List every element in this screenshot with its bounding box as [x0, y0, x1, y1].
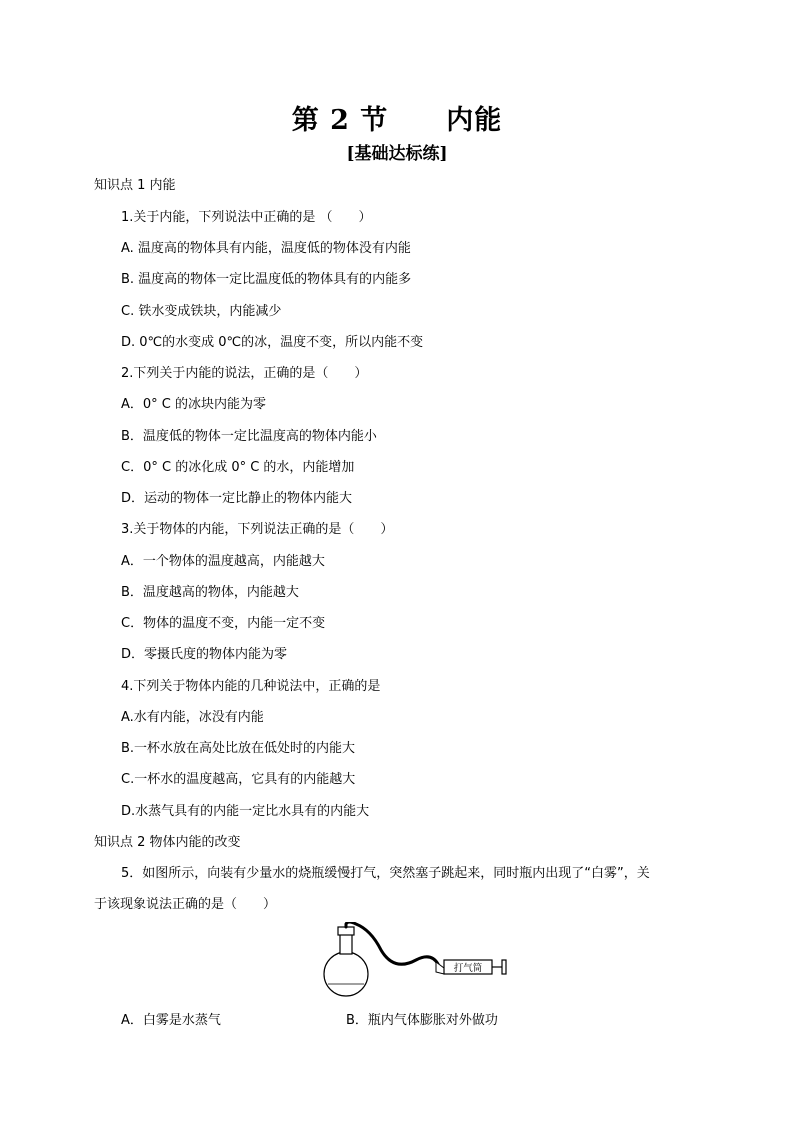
question-3-option-c: C．物体的温度不变，内能一定不变: [121, 616, 326, 631]
knowledge-point-1-heading: 知识点 1 内能: [94, 178, 176, 193]
question-3-stem: 3.关于物体的内能，下列说法正确的是（ ）: [121, 522, 394, 537]
question-2-option-c: C．0° C 的冰化成 0° C 的水，内能增加: [121, 460, 355, 475]
question-3-option-d: D．零摄氏度的物体内能为零: [121, 647, 288, 662]
question-2-stem: 2.下列关于内能的说法，正确的是（ ）: [121, 366, 368, 381]
flask-pump-figure: [316, 922, 516, 1002]
title-topic: 内能: [446, 105, 503, 136]
pump-handle: [502, 960, 506, 974]
question-1-stem: 1.关于内能，下列说法中正确的是 （ ）: [121, 210, 372, 225]
question-4-option-b: B.一杯水放在高处比放在低处时的内能大: [121, 741, 356, 756]
question-5-option-a: A．白雾是水蒸气: [121, 1013, 221, 1028]
question-3-option-a: A．一个物体的温度越高，内能越大: [121, 554, 325, 569]
page-title: [0, 98, 794, 137]
question-4-stem: 4.下列关于物体内能的几种说法中，正确的是: [121, 679, 381, 694]
question-4-option-a: A.水有内能，冰没有内能: [121, 710, 264, 725]
question-4-option-c: C.一杯水的温度越高，它具有的内能越大: [121, 772, 356, 787]
title-section-number: 第 2 节: [291, 105, 389, 136]
question-1-option-d: D. 0℃的水变成 0℃的冰，温度不变，所以内能不变: [121, 335, 424, 350]
flask-bulb: [324, 952, 368, 996]
question-1-option-c: C. 铁水变成铁块，内能减少: [121, 304, 282, 319]
pump-nozzle: [436, 962, 444, 974]
question-1-option-a: A. 温度高的物体具有内能，温度低的物体没有内能: [121, 241, 411, 256]
question-3-option-b: B．温度越高的物体，内能越大: [121, 585, 299, 600]
question-5-stem-line-2: 于该现象说法正确的是（ ）: [94, 897, 277, 912]
page-subtitle: [基础达标练]: [346, 144, 448, 164]
question-4-option-d: D.水蒸气具有的内能一定比水具有的内能大: [121, 804, 370, 819]
question-2-option-d: D．运动的物体一定比静止的物体内能大: [121, 491, 353, 506]
question-1-option-b: B. 温度高的物体一定比温度低的物体具有的内能多: [121, 272, 412, 287]
question-5-option-b: B．瓶内气体膨胀对外做功: [346, 1013, 498, 1028]
pump-label: 打气筒: [453, 963, 483, 974]
question-5-stem-line-1: 5．如图所示，向装有少量水的烧瓶缓慢打气，突然塞子跳起来，同时瓶内出现了“白雾”，关: [121, 866, 650, 881]
knowledge-point-2-heading: 知识点 2 物体内能的改变: [94, 835, 241, 850]
question-2-option-b: B．温度低的物体一定比温度高的物体内能小: [121, 429, 377, 444]
air-tube: [346, 922, 438, 964]
question-2-option-a: A．0° C 的冰块内能为零: [121, 397, 267, 412]
